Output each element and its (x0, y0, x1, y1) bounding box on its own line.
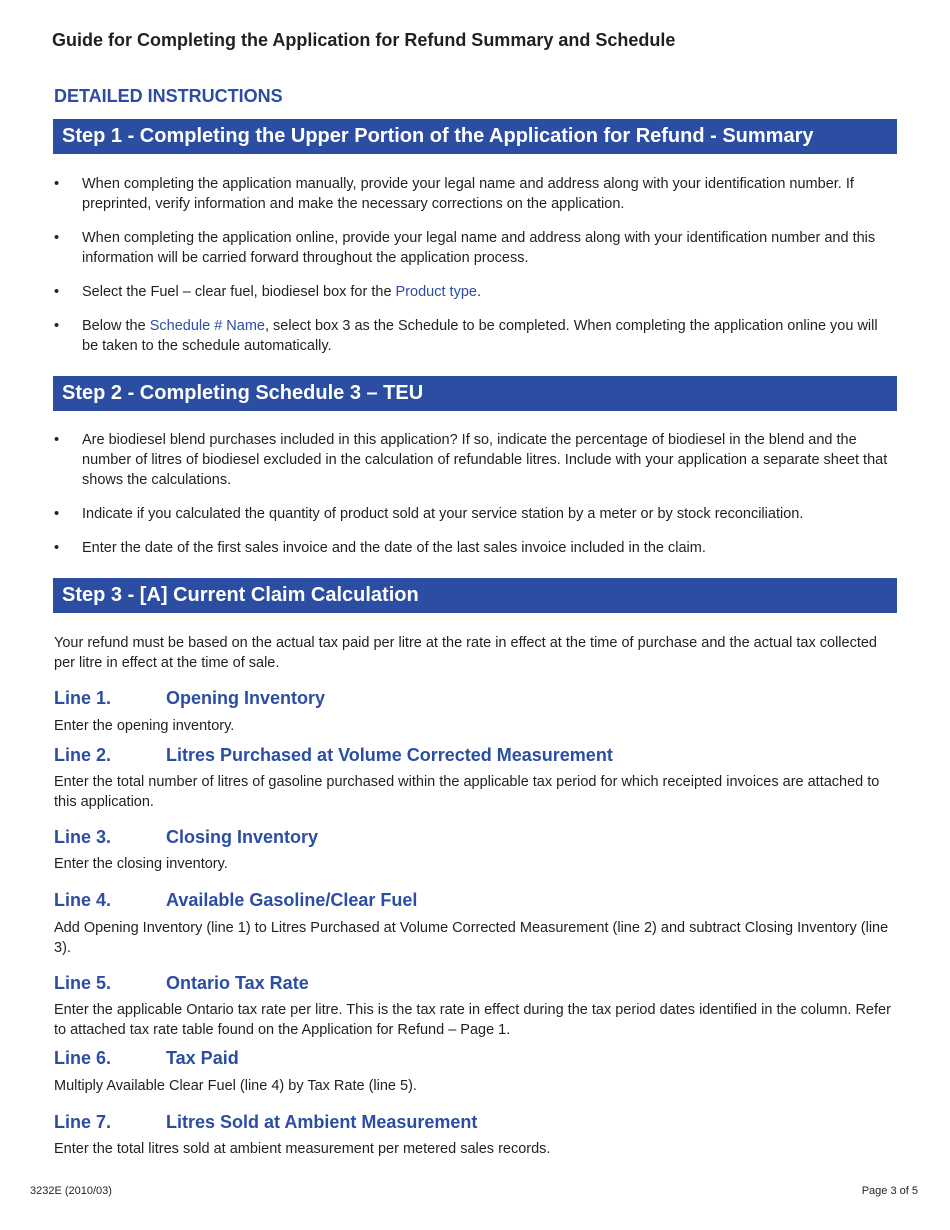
bullet-text: When completing the application manually, provide your legal name and address along with your identification number. If preprinted, verify information and make the necessary corrections on the application. (82, 176, 854, 212)
line-2-text: Enter the total number of litres of gasoline purchased within the applicable tax period for which receipted invoices are attached to this application. (54, 774, 880, 810)
bullet-text: When completing the application online, provide your legal name and address along with your identification number and this information will be carried forward throughout the application process. (82, 230, 876, 266)
bullet-text: , select box 3 as the Schedule to be completed. When completing the application online you will be taken to the schedule automatically. (82, 318, 878, 354)
line-3-text: Enter the closing inventory. (54, 856, 228, 872)
list-item (54, 174, 894, 214)
line-number: Line 2. (54, 745, 112, 765)
form-code: 3232E (2010/03) (30, 1185, 112, 1197)
line-4-heading (54, 890, 417, 911)
bullet-text: . (476, 284, 481, 300)
line-number: Line 5. (54, 973, 112, 993)
bullet-text: Select the Fuel – clear fuel, biodiesel box for the (82, 284, 396, 300)
list-item (54, 282, 894, 302)
list-item (54, 316, 894, 356)
line-1-heading (54, 688, 325, 709)
bullet-icon: • (54, 284, 60, 300)
line-title: Litres Purchased at Volume Corrected Measurement (166, 745, 613, 765)
step-1-bullet-list (54, 174, 894, 370)
line-6-heading (54, 1048, 239, 1069)
list-item (54, 504, 894, 524)
step-2-heading: Step 2 - Completing Schedule 3 – TEU (53, 376, 897, 411)
line-title: Ontario Tax Rate (166, 973, 309, 993)
line-number: Line 1. (54, 688, 112, 708)
line-2-heading (54, 745, 613, 766)
bullet-text: Enter the date of the first sales invoice and the date of the last sales invoice included in the claim. (82, 540, 706, 556)
bullet-text: Below the (82, 318, 150, 334)
bullet-icon: • (54, 318, 60, 334)
line-6-text: Multiply Available Clear Fuel (line 4) by Tax Rate (line 5). (54, 1078, 417, 1094)
list-item (54, 430, 894, 490)
step-2-bullet-list (54, 430, 894, 572)
line-title: Closing Inventory (166, 827, 319, 847)
page-number: Page 3 of 5 (861, 1185, 918, 1197)
bullet-icon: • (54, 540, 60, 556)
line-title: Litres Sold at Ambient Measurement (166, 1112, 478, 1132)
step-3-heading: Step 3 - [A] Current Claim Calculation (53, 578, 897, 613)
line-number: Line 4. (54, 890, 112, 910)
line-number: Line 3. (54, 827, 112, 847)
line-5-text: Enter the applicable Ontario tax rate per litre. This is the tax rate in effect during the tax period dates identified in the column. Refer to attached tax rate table found on the Application for Refund – Page 1. (54, 1002, 891, 1038)
line-number: Line 6. (54, 1048, 112, 1068)
bullet-icon: • (54, 432, 60, 448)
list-item (54, 228, 894, 268)
bullet-icon: • (54, 176, 60, 192)
line-title: Available Gasoline/Clear Fuel (166, 890, 418, 910)
section-label: DETAILED INSTRUCTIONS (54, 86, 283, 106)
document-title: Guide for Completing the Application for Refund Summary and Schedule (52, 30, 676, 50)
line-3-heading (54, 827, 318, 848)
schedule-name-link[interactable]: Schedule # Name (149, 318, 265, 334)
step-3-intro: Your refund must be based on the actual tax paid per litre at the rate in effect at the time of purchase and the actual tax collected per litre in effect at the time of sale. (54, 635, 877, 671)
line-4-text: Add Opening Inventory (line 1) to Litres Purchased at Volume Corrected Measurement (line 2) and subtract Closing Inventory (line 3). (54, 920, 889, 956)
bullet-text: Indicate if you calculated the quantity of product sold at your service station by a meter or by stock reconciliation. (82, 506, 804, 522)
bullet-icon: • (54, 506, 60, 522)
line-7-heading (54, 1112, 477, 1133)
product-type-link[interactable]: Product type (395, 284, 477, 300)
bullet-text: Are biodiesel blend purchases included in this application? If so, indicate the percentage of biodiesel in the blend and the number of litres of biodiesel excluded in the calculation of refundable litres. Include with your application a separate sheet that shows the calculations. (82, 432, 888, 488)
line-1-text: Enter the opening inventory. (54, 718, 235, 734)
list-item (54, 538, 894, 558)
line-title: Opening Inventory (166, 688, 326, 708)
line-5-heading (54, 973, 309, 994)
line-title: Tax Paid (166, 1048, 239, 1068)
step-1-heading: Step 1 - Completing the Upper Portion of the Application for Refund - Summary (53, 119, 897, 154)
line-7-text: Enter the total litres sold at ambient measurement per metered sales records. (54, 1141, 551, 1157)
bullet-icon: • (54, 230, 60, 246)
line-number: Line 7. (54, 1112, 112, 1132)
